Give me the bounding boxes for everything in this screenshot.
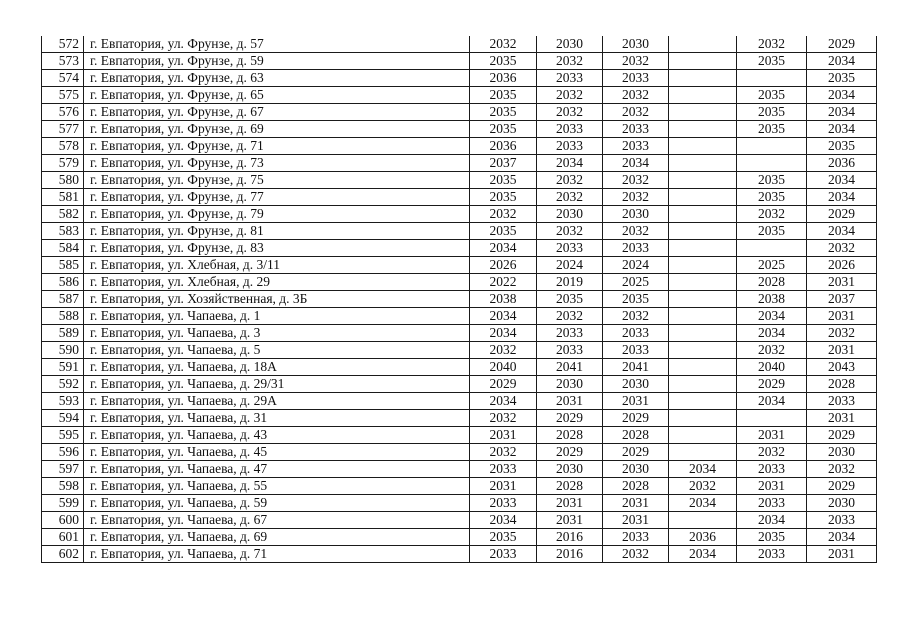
year-cell-2: 2019 bbox=[537, 274, 603, 291]
address-cell: г. Евпатория, ул. Хлебная, д. 3/11 bbox=[84, 257, 470, 274]
table-row bbox=[42, 444, 877, 461]
row-number-cell: 588 bbox=[42, 308, 84, 325]
row-number-cell: 592 bbox=[42, 376, 84, 393]
year-cell-5: 2040 bbox=[737, 359, 807, 376]
year-cell-5 bbox=[737, 410, 807, 427]
year-cell-6: 2028 bbox=[807, 376, 877, 393]
year-cell-5: 2034 bbox=[737, 512, 807, 529]
year-cell-2: 2016 bbox=[537, 546, 603, 563]
address-cell: г. Евпатория, ул. Чапаева, д. 67 bbox=[84, 512, 470, 529]
year-cell-4 bbox=[669, 444, 737, 461]
table-row bbox=[42, 189, 877, 206]
year-cell-5: 2031 bbox=[737, 478, 807, 495]
row-number-cell: 602 bbox=[42, 546, 84, 563]
year-cell-1: 2031 bbox=[470, 427, 537, 444]
row-number-cell: 598 bbox=[42, 478, 84, 495]
year-cell-4 bbox=[669, 257, 737, 274]
row-number-cell: 599 bbox=[42, 495, 84, 512]
row-number-cell: 580 bbox=[42, 172, 84, 189]
row-number-cell: 586 bbox=[42, 274, 84, 291]
year-cell-2: 2029 bbox=[537, 410, 603, 427]
year-cell-5: 2032 bbox=[737, 36, 807, 53]
year-cell-1: 2034 bbox=[470, 325, 537, 342]
year-cell-1: 2033 bbox=[470, 495, 537, 512]
year-cell-1: 2037 bbox=[470, 155, 537, 172]
address-cell: г. Евпатория, ул. Чапаева, д. 55 bbox=[84, 478, 470, 495]
year-cell-3: 2033 bbox=[603, 240, 669, 257]
address-cell: г. Евпатория, ул. Чапаева, д. 47 bbox=[84, 461, 470, 478]
year-cell-5: 2034 bbox=[737, 325, 807, 342]
year-cell-6: 2029 bbox=[807, 478, 877, 495]
year-cell-1: 2031 bbox=[470, 478, 537, 495]
year-cell-6: 2026 bbox=[807, 257, 877, 274]
year-cell-1: 2033 bbox=[470, 461, 537, 478]
year-cell-3: 2031 bbox=[603, 495, 669, 512]
address-cell: г. Евпатория, ул. Хозяйственная, д. 3Б bbox=[84, 291, 470, 308]
year-cell-4 bbox=[669, 512, 737, 529]
year-cell-6: 2031 bbox=[807, 308, 877, 325]
year-cell-4 bbox=[669, 70, 737, 87]
year-cell-2: 2032 bbox=[537, 104, 603, 121]
year-cell-6: 2034 bbox=[807, 87, 877, 104]
year-cell-1: 2033 bbox=[470, 546, 537, 563]
year-cell-4 bbox=[669, 155, 737, 172]
year-cell-6: 2031 bbox=[807, 274, 877, 291]
table-row bbox=[42, 87, 877, 104]
address-cell: г. Евпатория, ул. Фрунзе, д. 65 bbox=[84, 87, 470, 104]
year-cell-4 bbox=[669, 393, 737, 410]
year-cell-3: 2032 bbox=[603, 53, 669, 70]
year-cell-5: 2035 bbox=[737, 223, 807, 240]
year-cell-3: 2032 bbox=[603, 87, 669, 104]
address-cell: г. Евпатория, ул. Фрунзе, д. 63 bbox=[84, 70, 470, 87]
year-cell-3: 2031 bbox=[603, 393, 669, 410]
address-cell: г. Евпатория, ул. Фрунзе, д. 79 bbox=[84, 206, 470, 223]
year-cell-1: 2035 bbox=[470, 53, 537, 70]
year-cell-3: 2030 bbox=[603, 36, 669, 53]
year-cell-4 bbox=[669, 36, 737, 53]
year-cell-5: 2031 bbox=[737, 427, 807, 444]
year-cell-4: 2036 bbox=[669, 529, 737, 546]
year-cell-3: 2032 bbox=[603, 223, 669, 240]
year-cell-6: 2034 bbox=[807, 529, 877, 546]
row-number-cell: 593 bbox=[42, 393, 84, 410]
year-cell-3: 2031 bbox=[603, 512, 669, 529]
year-cell-6: 2034 bbox=[807, 121, 877, 138]
year-cell-6: 2032 bbox=[807, 461, 877, 478]
year-cell-3: 2024 bbox=[603, 257, 669, 274]
year-cell-5: 2033 bbox=[737, 546, 807, 563]
year-cell-1: 2035 bbox=[470, 189, 537, 206]
year-cell-5 bbox=[737, 138, 807, 155]
year-cell-3: 2032 bbox=[603, 104, 669, 121]
row-number-cell: 572 bbox=[42, 36, 84, 53]
table-row bbox=[42, 257, 877, 274]
year-cell-2: 2030 bbox=[537, 36, 603, 53]
year-cell-4 bbox=[669, 427, 737, 444]
table-row bbox=[42, 206, 877, 223]
year-cell-1: 2034 bbox=[470, 512, 537, 529]
year-cell-5: 2028 bbox=[737, 274, 807, 291]
year-cell-2: 2033 bbox=[537, 70, 603, 87]
year-cell-2: 2031 bbox=[537, 393, 603, 410]
year-cell-1: 2035 bbox=[470, 172, 537, 189]
address-cell: г. Евпатория, ул. Фрунзе, д. 73 bbox=[84, 155, 470, 172]
year-cell-3: 2032 bbox=[603, 172, 669, 189]
year-cell-4 bbox=[669, 172, 737, 189]
year-cell-1: 2026 bbox=[470, 257, 537, 274]
address-cell: г. Евпатория, ул. Чапаева, д. 69 bbox=[84, 529, 470, 546]
address-cell: г. Евпатория, ул. Фрунзе, д. 71 bbox=[84, 138, 470, 155]
year-cell-1: 2034 bbox=[470, 308, 537, 325]
year-cell-4 bbox=[669, 376, 737, 393]
year-cell-3: 2029 bbox=[603, 444, 669, 461]
address-cell: г. Евпатория, ул. Фрунзе, д. 69 bbox=[84, 121, 470, 138]
address-cell: г. Евпатория, ул. Чапаева, д. 18А bbox=[84, 359, 470, 376]
year-cell-6: 2029 bbox=[807, 36, 877, 53]
year-cell-1: 2032 bbox=[470, 410, 537, 427]
address-cell: г. Евпатория, ул. Фрунзе, д. 67 bbox=[84, 104, 470, 121]
year-cell-2: 2033 bbox=[537, 342, 603, 359]
year-cell-2: 2032 bbox=[537, 53, 603, 70]
year-cell-2: 2032 bbox=[537, 172, 603, 189]
address-cell: г. Евпатория, ул. Хлебная, д. 29 bbox=[84, 274, 470, 291]
address-cell: г. Евпатория, ул. Чапаева, д. 1 bbox=[84, 308, 470, 325]
year-cell-3: 2032 bbox=[603, 189, 669, 206]
address-cell: г. Евпатория, ул. Чапаева, д. 31 bbox=[84, 410, 470, 427]
table-row bbox=[42, 308, 877, 325]
row-number-cell: 589 bbox=[42, 325, 84, 342]
table-row bbox=[42, 461, 877, 478]
year-cell-1: 2035 bbox=[470, 529, 537, 546]
year-cell-5: 2038 bbox=[737, 291, 807, 308]
year-cell-4: 2034 bbox=[669, 495, 737, 512]
year-cell-5 bbox=[737, 240, 807, 257]
year-cell-2: 2041 bbox=[537, 359, 603, 376]
table-row bbox=[42, 342, 877, 359]
year-cell-3: 2030 bbox=[603, 461, 669, 478]
table-row bbox=[42, 478, 877, 495]
year-cell-3: 2041 bbox=[603, 359, 669, 376]
year-cell-5: 2035 bbox=[737, 87, 807, 104]
year-cell-1: 2035 bbox=[470, 223, 537, 240]
table-row bbox=[42, 427, 877, 444]
year-cell-5: 2033 bbox=[737, 495, 807, 512]
year-cell-6: 2031 bbox=[807, 342, 877, 359]
year-cell-2: 2030 bbox=[537, 461, 603, 478]
address-cell: г. Евпатория, ул. Чапаева, д. 29А bbox=[84, 393, 470, 410]
year-cell-6: 2043 bbox=[807, 359, 877, 376]
year-cell-6: 2031 bbox=[807, 410, 877, 427]
year-cell-1: 2035 bbox=[470, 87, 537, 104]
year-cell-3: 2032 bbox=[603, 546, 669, 563]
year-cell-2: 2031 bbox=[537, 495, 603, 512]
table-row bbox=[42, 240, 877, 257]
year-cell-4 bbox=[669, 87, 737, 104]
year-cell-4 bbox=[669, 308, 737, 325]
year-cell-6: 2033 bbox=[807, 393, 877, 410]
table-row bbox=[42, 223, 877, 240]
year-cell-5 bbox=[737, 70, 807, 87]
address-cell: г. Евпатория, ул. Фрунзе, д. 59 bbox=[84, 53, 470, 70]
year-cell-2: 2032 bbox=[537, 189, 603, 206]
row-number-cell: 578 bbox=[42, 138, 84, 155]
table-row bbox=[42, 172, 877, 189]
year-cell-1: 2032 bbox=[470, 444, 537, 461]
year-cell-4 bbox=[669, 274, 737, 291]
year-cell-1: 2036 bbox=[470, 138, 537, 155]
table-row bbox=[42, 121, 877, 138]
year-cell-2: 2031 bbox=[537, 512, 603, 529]
year-cell-4 bbox=[669, 240, 737, 257]
year-cell-3: 2033 bbox=[603, 70, 669, 87]
row-number-cell: 579 bbox=[42, 155, 84, 172]
row-number-cell: 582 bbox=[42, 206, 84, 223]
row-number-cell: 576 bbox=[42, 104, 84, 121]
housing-schedule-table bbox=[41, 36, 877, 563]
row-number-cell: 601 bbox=[42, 529, 84, 546]
row-number-cell: 577 bbox=[42, 121, 84, 138]
year-cell-6: 2034 bbox=[807, 172, 877, 189]
year-cell-5: 2032 bbox=[737, 206, 807, 223]
year-cell-3: 2033 bbox=[603, 325, 669, 342]
year-cell-3: 2033 bbox=[603, 529, 669, 546]
year-cell-4 bbox=[669, 223, 737, 240]
year-cell-1: 2038 bbox=[470, 291, 537, 308]
year-cell-2: 2032 bbox=[537, 87, 603, 104]
table-row bbox=[42, 274, 877, 291]
year-cell-1: 2032 bbox=[470, 206, 537, 223]
year-cell-4 bbox=[669, 138, 737, 155]
row-number-cell: 597 bbox=[42, 461, 84, 478]
table-row bbox=[42, 495, 877, 512]
year-cell-5: 2035 bbox=[737, 121, 807, 138]
table-row bbox=[42, 325, 877, 342]
year-cell-6: 2032 bbox=[807, 325, 877, 342]
year-cell-2: 2024 bbox=[537, 257, 603, 274]
year-cell-3: 2035 bbox=[603, 291, 669, 308]
year-cell-2: 2033 bbox=[537, 240, 603, 257]
year-cell-3: 2033 bbox=[603, 121, 669, 138]
year-cell-3: 2028 bbox=[603, 478, 669, 495]
year-cell-5: 2035 bbox=[737, 172, 807, 189]
year-cell-1: 2032 bbox=[470, 36, 537, 53]
row-number-cell: 575 bbox=[42, 87, 84, 104]
year-cell-6: 2029 bbox=[807, 427, 877, 444]
year-cell-6: 2032 bbox=[807, 240, 877, 257]
row-number-cell: 573 bbox=[42, 53, 84, 70]
table-row bbox=[42, 138, 877, 155]
table-row bbox=[42, 546, 877, 563]
year-cell-1: 2035 bbox=[470, 104, 537, 121]
row-number-cell: 600 bbox=[42, 512, 84, 529]
row-number-cell: 587 bbox=[42, 291, 84, 308]
address-cell: г. Евпатория, ул. Чапаева, д. 45 bbox=[84, 444, 470, 461]
year-cell-5: 2035 bbox=[737, 529, 807, 546]
table-row bbox=[42, 529, 877, 546]
year-cell-4: 2034 bbox=[669, 546, 737, 563]
row-number-cell: 585 bbox=[42, 257, 84, 274]
table-row bbox=[42, 359, 877, 376]
year-cell-5: 2035 bbox=[737, 104, 807, 121]
year-cell-2: 2028 bbox=[537, 478, 603, 495]
year-cell-2: 2034 bbox=[537, 155, 603, 172]
year-cell-4: 2034 bbox=[669, 461, 737, 478]
row-number-cell: 574 bbox=[42, 70, 84, 87]
address-cell: г. Евпатория, ул. Чапаева, д. 59 bbox=[84, 495, 470, 512]
year-cell-5: 2032 bbox=[737, 342, 807, 359]
year-cell-5: 2034 bbox=[737, 308, 807, 325]
row-number-cell: 594 bbox=[42, 410, 84, 427]
year-cell-3: 2030 bbox=[603, 206, 669, 223]
year-cell-5 bbox=[737, 155, 807, 172]
row-number-cell: 591 bbox=[42, 359, 84, 376]
year-cell-6: 2035 bbox=[807, 70, 877, 87]
year-cell-5: 2033 bbox=[737, 461, 807, 478]
year-cell-4 bbox=[669, 359, 737, 376]
table-row bbox=[42, 104, 877, 121]
year-cell-1: 2036 bbox=[470, 70, 537, 87]
year-cell-5: 2032 bbox=[737, 444, 807, 461]
table-row bbox=[42, 376, 877, 393]
year-cell-3: 2034 bbox=[603, 155, 669, 172]
year-cell-6: 2034 bbox=[807, 53, 877, 70]
year-cell-5: 2035 bbox=[737, 53, 807, 70]
year-cell-1: 2022 bbox=[470, 274, 537, 291]
year-cell-6: 2030 bbox=[807, 444, 877, 461]
row-number-cell: 583 bbox=[42, 223, 84, 240]
year-cell-6: 2030 bbox=[807, 495, 877, 512]
year-cell-4 bbox=[669, 53, 737, 70]
year-cell-4 bbox=[669, 342, 737, 359]
year-cell-2: 2035 bbox=[537, 291, 603, 308]
year-cell-2: 2033 bbox=[537, 325, 603, 342]
year-cell-2: 2028 bbox=[537, 427, 603, 444]
year-cell-3: 2033 bbox=[603, 342, 669, 359]
address-cell: г. Евпатория, ул. Фрунзе, д. 75 bbox=[84, 172, 470, 189]
year-cell-2: 2029 bbox=[537, 444, 603, 461]
table-row bbox=[42, 393, 877, 410]
table-row bbox=[42, 155, 877, 172]
year-cell-1: 2029 bbox=[470, 376, 537, 393]
year-cell-2: 2033 bbox=[537, 138, 603, 155]
year-cell-3: 2033 bbox=[603, 138, 669, 155]
year-cell-2: 2033 bbox=[537, 121, 603, 138]
year-cell-6: 2034 bbox=[807, 104, 877, 121]
year-cell-2: 2016 bbox=[537, 529, 603, 546]
table-row bbox=[42, 70, 877, 87]
year-cell-2: 2032 bbox=[537, 308, 603, 325]
year-cell-2: 2032 bbox=[537, 223, 603, 240]
year-cell-3: 2025 bbox=[603, 274, 669, 291]
year-cell-4 bbox=[669, 291, 737, 308]
year-cell-5: 2035 bbox=[737, 189, 807, 206]
year-cell-6: 2029 bbox=[807, 206, 877, 223]
year-cell-6: 2031 bbox=[807, 546, 877, 563]
year-cell-3: 2028 bbox=[603, 427, 669, 444]
address-cell: г. Евпатория, ул. Чапаева, д. 29/31 bbox=[84, 376, 470, 393]
year-cell-5: 2034 bbox=[737, 393, 807, 410]
year-cell-4 bbox=[669, 206, 737, 223]
year-cell-4 bbox=[669, 104, 737, 121]
table-body bbox=[42, 36, 877, 563]
address-cell: г. Евпатория, ул. Чапаева, д. 3 bbox=[84, 325, 470, 342]
year-cell-4: 2032 bbox=[669, 478, 737, 495]
year-cell-2: 2030 bbox=[537, 206, 603, 223]
year-cell-6: 2033 bbox=[807, 512, 877, 529]
address-cell: г. Евпатория, ул. Фрунзе, д. 77 bbox=[84, 189, 470, 206]
year-cell-6: 2034 bbox=[807, 189, 877, 206]
address-cell: г. Евпатория, ул. Фрунзе, д. 57 bbox=[84, 36, 470, 53]
year-cell-1: 2035 bbox=[470, 121, 537, 138]
table-row bbox=[42, 53, 877, 70]
year-cell-1: 2034 bbox=[470, 393, 537, 410]
year-cell-2: 2030 bbox=[537, 376, 603, 393]
year-cell-4 bbox=[669, 410, 737, 427]
address-cell: г. Евпатория, ул. Фрунзе, д. 83 bbox=[84, 240, 470, 257]
table-row bbox=[42, 410, 877, 427]
table-row bbox=[42, 512, 877, 529]
row-number-cell: 581 bbox=[42, 189, 84, 206]
year-cell-1: 2034 bbox=[470, 240, 537, 257]
year-cell-1: 2032 bbox=[470, 342, 537, 359]
address-cell: г. Евпатория, ул. Чапаева, д. 43 bbox=[84, 427, 470, 444]
year-cell-6: 2035 bbox=[807, 138, 877, 155]
table-row bbox=[42, 36, 877, 53]
year-cell-3: 2029 bbox=[603, 410, 669, 427]
year-cell-6: 2034 bbox=[807, 223, 877, 240]
table-row bbox=[42, 291, 877, 308]
address-cell: г. Евпатория, ул. Чапаева, д. 5 bbox=[84, 342, 470, 359]
address-cell: г. Евпатория, ул. Чапаева, д. 71 bbox=[84, 546, 470, 563]
year-cell-6: 2037 bbox=[807, 291, 877, 308]
year-cell-4 bbox=[669, 121, 737, 138]
row-number-cell: 584 bbox=[42, 240, 84, 257]
year-cell-3: 2030 bbox=[603, 376, 669, 393]
year-cell-5: 2025 bbox=[737, 257, 807, 274]
row-number-cell: 590 bbox=[42, 342, 84, 359]
year-cell-6: 2036 bbox=[807, 155, 877, 172]
row-number-cell: 595 bbox=[42, 427, 84, 444]
year-cell-4 bbox=[669, 189, 737, 206]
year-cell-5: 2029 bbox=[737, 376, 807, 393]
year-cell-1: 2040 bbox=[470, 359, 537, 376]
year-cell-4 bbox=[669, 325, 737, 342]
row-number-cell: 596 bbox=[42, 444, 84, 461]
year-cell-3: 2032 bbox=[603, 308, 669, 325]
address-cell: г. Евпатория, ул. Фрунзе, д. 81 bbox=[84, 223, 470, 240]
